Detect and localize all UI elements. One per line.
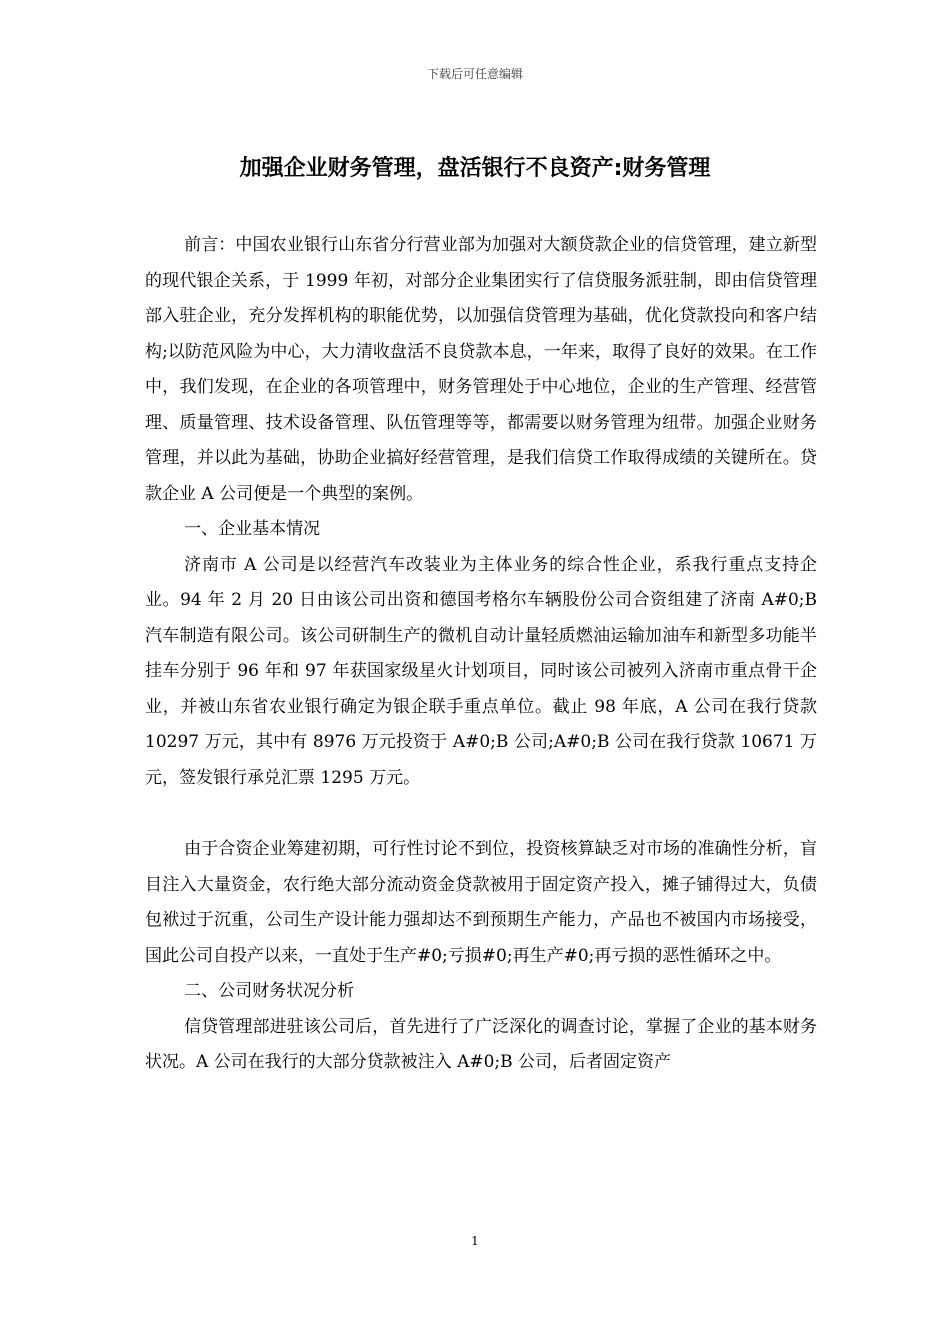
document-title: 加强企业财务管理，盘活银行不良资产:财务管理 — [239, 156, 711, 181]
document-body — [145, 228, 817, 1081]
paragraph-gap — [145, 796, 817, 832]
paragraph-problems: 由于合资企业筹建初期，可行性讨论不到位，投资核算缺乏对市场的准确性分析，盲目注入大量资金，农行绝大部分流动资金贷款被用于固定资产投入，摊子铺得过大，负债包袱过于沉重，公司生产设计能力强却达不到预期生产能力，产品也不被国内市场接受，国此公司自投产以来，一直处于生产#0;亏损#0;再生产#0;再亏损的恶性循环之中。 — [145, 839, 817, 966]
section-heading-financial-analysis: 二、公司财务状况分析 — [184, 981, 355, 1001]
paragraph-financial-analysis: 信贷管理部进驻该公司后，首先进行了广泛深化的调查讨论，掌握了企业的基本财务状况。A 公司在我行的大部分贷款被注入 A#0;B 公司，后者固定资产 — [145, 1016, 817, 1072]
section-heading-basic-info: 一、企业基本情况 — [184, 519, 321, 539]
header-note: 下载后可任意编辑 — [426, 67, 523, 81]
paragraph-company-info: 济南市 A 公司是以经营汽车改装业为主体业务的综合性企业，系我行重点支持企业。94 年 2 月 20 日由该公司出资和德国考格尔车辆股份公司合资组建了济南 A#0;B 汽车制造有限公司。该公司研制生产的微机自动计量轻质燃油运输加油车和新型多功能半挂车分别于 96 年和 97 年获国家级星火计划项目，同时该公司被列入济南市重点骨干企业，并被山东省农业银行确定为银企联手重点单位。截止 98 年底，A 公司在我行贷款 10297 万元，其中有 8976 万元投资于 A#0;B 公司;A#0;B 公司在我行贷款 10671 万元，签发银行承兑汇票 1295 万元。 — [145, 554, 817, 788]
page-number: 1 — [471, 1234, 479, 1248]
paragraph-preface: 前言：中国农业银行山东省分行营业部为加强对大额贷款企业的信贷管理，建立新型的现代银企关系，于 1999 年初，对部分企业集团实行了信贷服务派驻制，即由信贷管理部入驻企业，充分发挥机构的职能优势，以加强信贷管理为基础，优化贷款投向和客户结构;以防范风险为中心，大力清收盘活不良贷款本息，一年来，取得了良好的效果。在工作中，我们发现，在企业的各项管理中，财务管理处于中心地位，企业的生产管理、经营管理、质量管理、技术设备管理、队伍管理等等，都需要以财务管理为纽带。加强企业财务管理，并以此为基础，协助企业搞好经营管理，是我们信贷工作取得成绩的关键所在。贷款企业 A 公司便是一个典型的案例。 — [145, 235, 817, 504]
